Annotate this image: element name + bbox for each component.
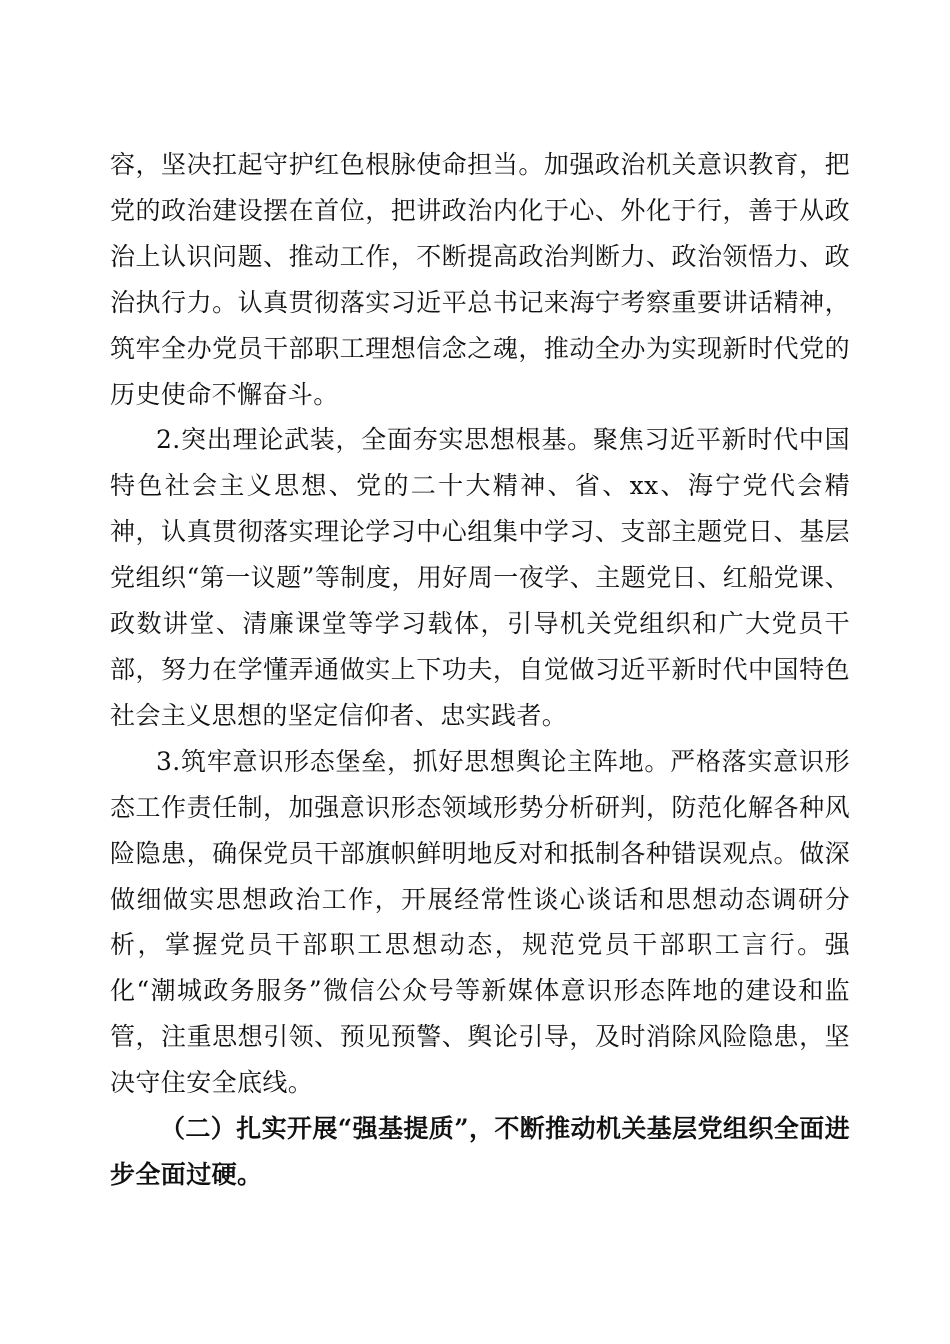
document-body [110,142,850,1198]
paragraph-continuation: 容，坚决扛起守护红色根脉使命担当。加强政治机关意识教育，把党的政治建设摆在首位，把讲政治内化于心、外化于行，善于从政治上认识问题、推动工作，不断提高政治判断力、政治领悟力、政治执行力。认真贯彻落实习近平总书记来海宁考察重要讲话精神，筑牢全办党员干部职工理想信念之魂，推动全办为实现新时代党的历史使命不懈奋斗。 [110,150,850,409]
paragraph-theory-arming: 2.突出理论武装，全面夯实思想根基。聚焦习近平新时代中国特色社会主义思想、党的二十大精神、省、xx、海宁党代会精神，认真贯彻落实理论学习中心组集中学习、支部主题党日、基层党组织“第一议题”等制度，用好周一夜学、主题党日、红船党课、政数讲堂、清廉课堂等学习载体，引导机关党组织和广大党员干部，努力在学懂弄通做实上下功夫，自觉做习近平新时代中国特色社会主义思想的坚定信仰者、忠实践者。 [110,425,850,730]
paragraph-ideology-position: 3.筑牢意识形态堡垒，抓好思想舆论主阵地。严格落实意识形态工作责任制，加强意识形态领域形势分析研判，防范化解各种风险隐患，确保党员干部旗帜鲜明地反对和抵制各种错误观点。做深做细做实思想政治工作，开展经常性谈心谈话和思想动态调研分析，掌握党员干部职工思想动态，规范党员干部职工言行。强化“潮城政务服务”微信公众号等新媒体意识形态阵地的建设和监管，注重思想引领、预见预警、舆论引导，及时消除风险隐患，坚决守住安全底线。 [110,746,850,1098]
section-heading-two: （二）扎实开展“强基提质”，不断推动机关基层党组织全面进步全面过硬。 [110,1114,850,1189]
